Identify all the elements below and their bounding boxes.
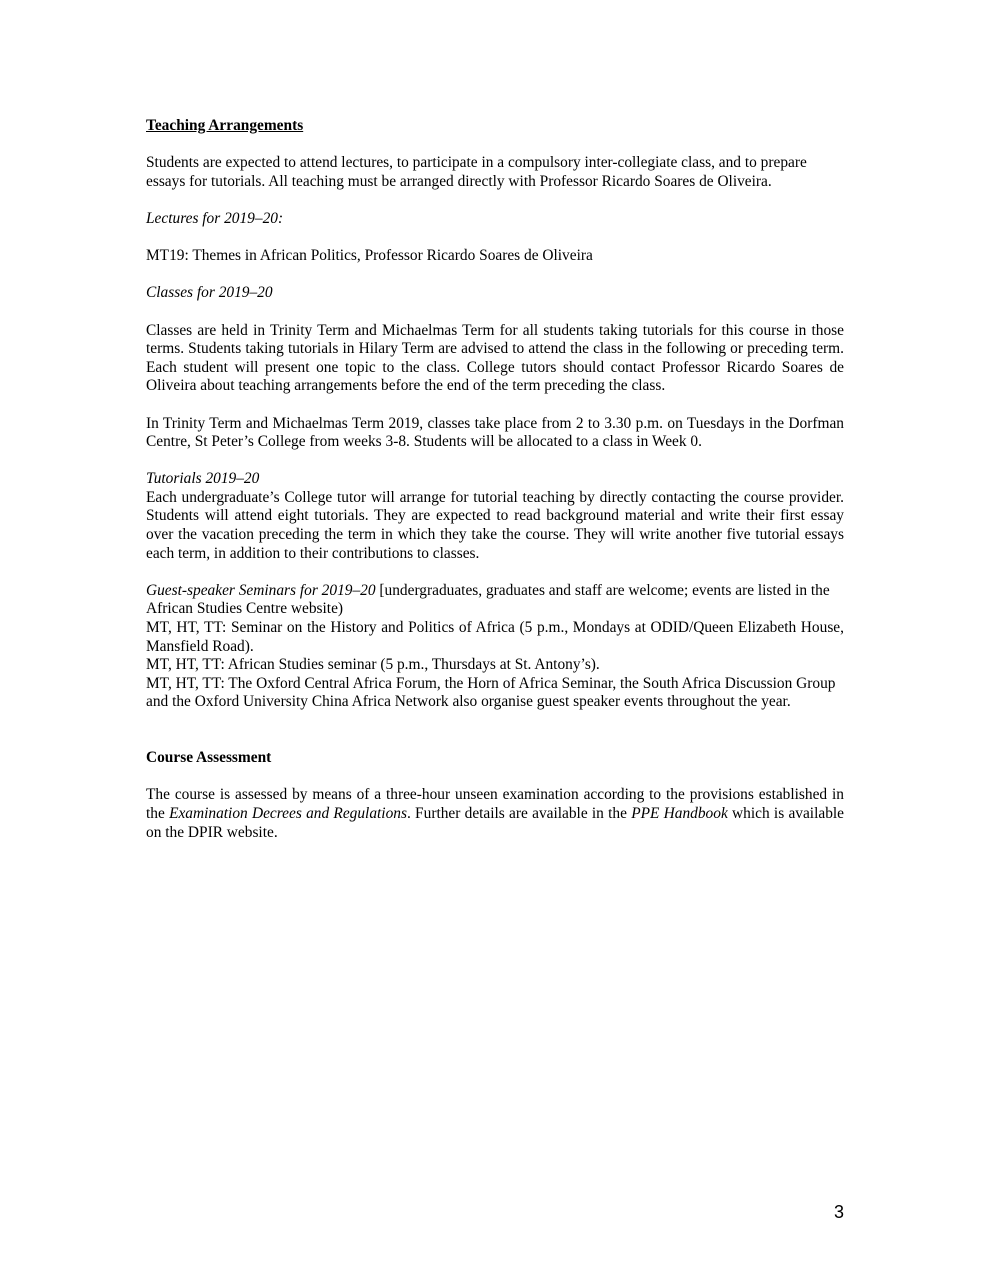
- seminars-paragraph: [146, 582, 844, 619]
- lectures-item: MT19: Themes in African Politics, Professor Ricardo Soares de Oliveira: [146, 247, 593, 265]
- seminars-label: Guest-speaker Seminars for 2019–20: [146, 581, 376, 599]
- teaching-arrangements-heading: Teaching Arrangements: [146, 117, 304, 134]
- assessment-text-1: The course is assessed by means of a three-hour unseen examination according to the provisions established in the: [146, 786, 844, 822]
- tutorials-label: Tutorials 2019–20: [146, 470, 260, 488]
- seminar-item-1: MT, HT, TT: Seminar on the History and Politics of Africa (5 p.m., Mondays at ODID/Queen Elizabeth House, Mansfield Road).: [146, 619, 844, 655]
- ppe-handbook-title: PPE Handbook: [631, 804, 728, 822]
- page-content: [146, 117, 844, 842]
- classes-paragraph-2: In Trinity Term and Michaelmas Term 2019, classes take place from 2 to 3.30 p.m. on Tuesdays in the Dorfman Centre, St Peter’s College from weeks 3-8. Students will be allocated to a class in Week 0.: [146, 414, 844, 451]
- lectures-label: Lectures for 2019–20:: [146, 209, 284, 227]
- teaching-intro-paragraph: Students are expected to attend lectures, to participate in a compulsory inter-collegiate class, and to prepare essays for tutorials. All teaching must be arranged directly with Professor Ricardo Soares de Oliveira.: [146, 154, 807, 190]
- assessment-text-2: . Further details are available in the: [406, 804, 632, 822]
- course-assessment-heading: Course Assessment: [146, 749, 272, 767]
- seminar-item-2: MT, HT, TT: African Studies seminar (5 p.m., Thursdays at St. Antony’s).: [146, 656, 600, 674]
- seminars-note: [undergraduates, graduates and staff are welcome; events are listed in the African Studies Centre website): [146, 581, 830, 618]
- page-number: 3: [833, 1202, 844, 1222]
- classes-label: Classes for 2019–20: [146, 284, 273, 302]
- classes-paragraph-1: Classes are held in Trinity Term and Michaelmas Term for all students taking tutorials for this course in those terms. Students taking tutorials in Hilary Term are advised to attend the class in the following or preceding term. Each student will present one topic to the class. College tutors should contact Professor Ricardo Soares de Oliveira about teaching arrangements before the end of the term preceding the class.: [146, 321, 844, 395]
- seminar-item-3: MT, HT, TT: The Oxford Central Africa Forum, the Horn of Africa Seminar, the South Africa Discussion Group and the Oxford University China Africa Network also organise guest speaker events throughout the year.: [146, 674, 836, 711]
- assessment-text-3: which is available on the DPIR website.: [146, 804, 844, 841]
- tutorials-paragraph: Each undergraduate’s College tutor will arrange for tutorial teaching by directly contacting the course provider. Students will attend eight tutorials. They are expected to read background material and write their first essay over the vacation preceding the term in which they take the course. They will write another five tutorial essays each term, in addition to their contributions to classes.: [146, 488, 844, 562]
- exam-decrees-title: Examination Decrees and Regulations: [169, 804, 407, 822]
- assessment-paragraph: [146, 786, 844, 842]
